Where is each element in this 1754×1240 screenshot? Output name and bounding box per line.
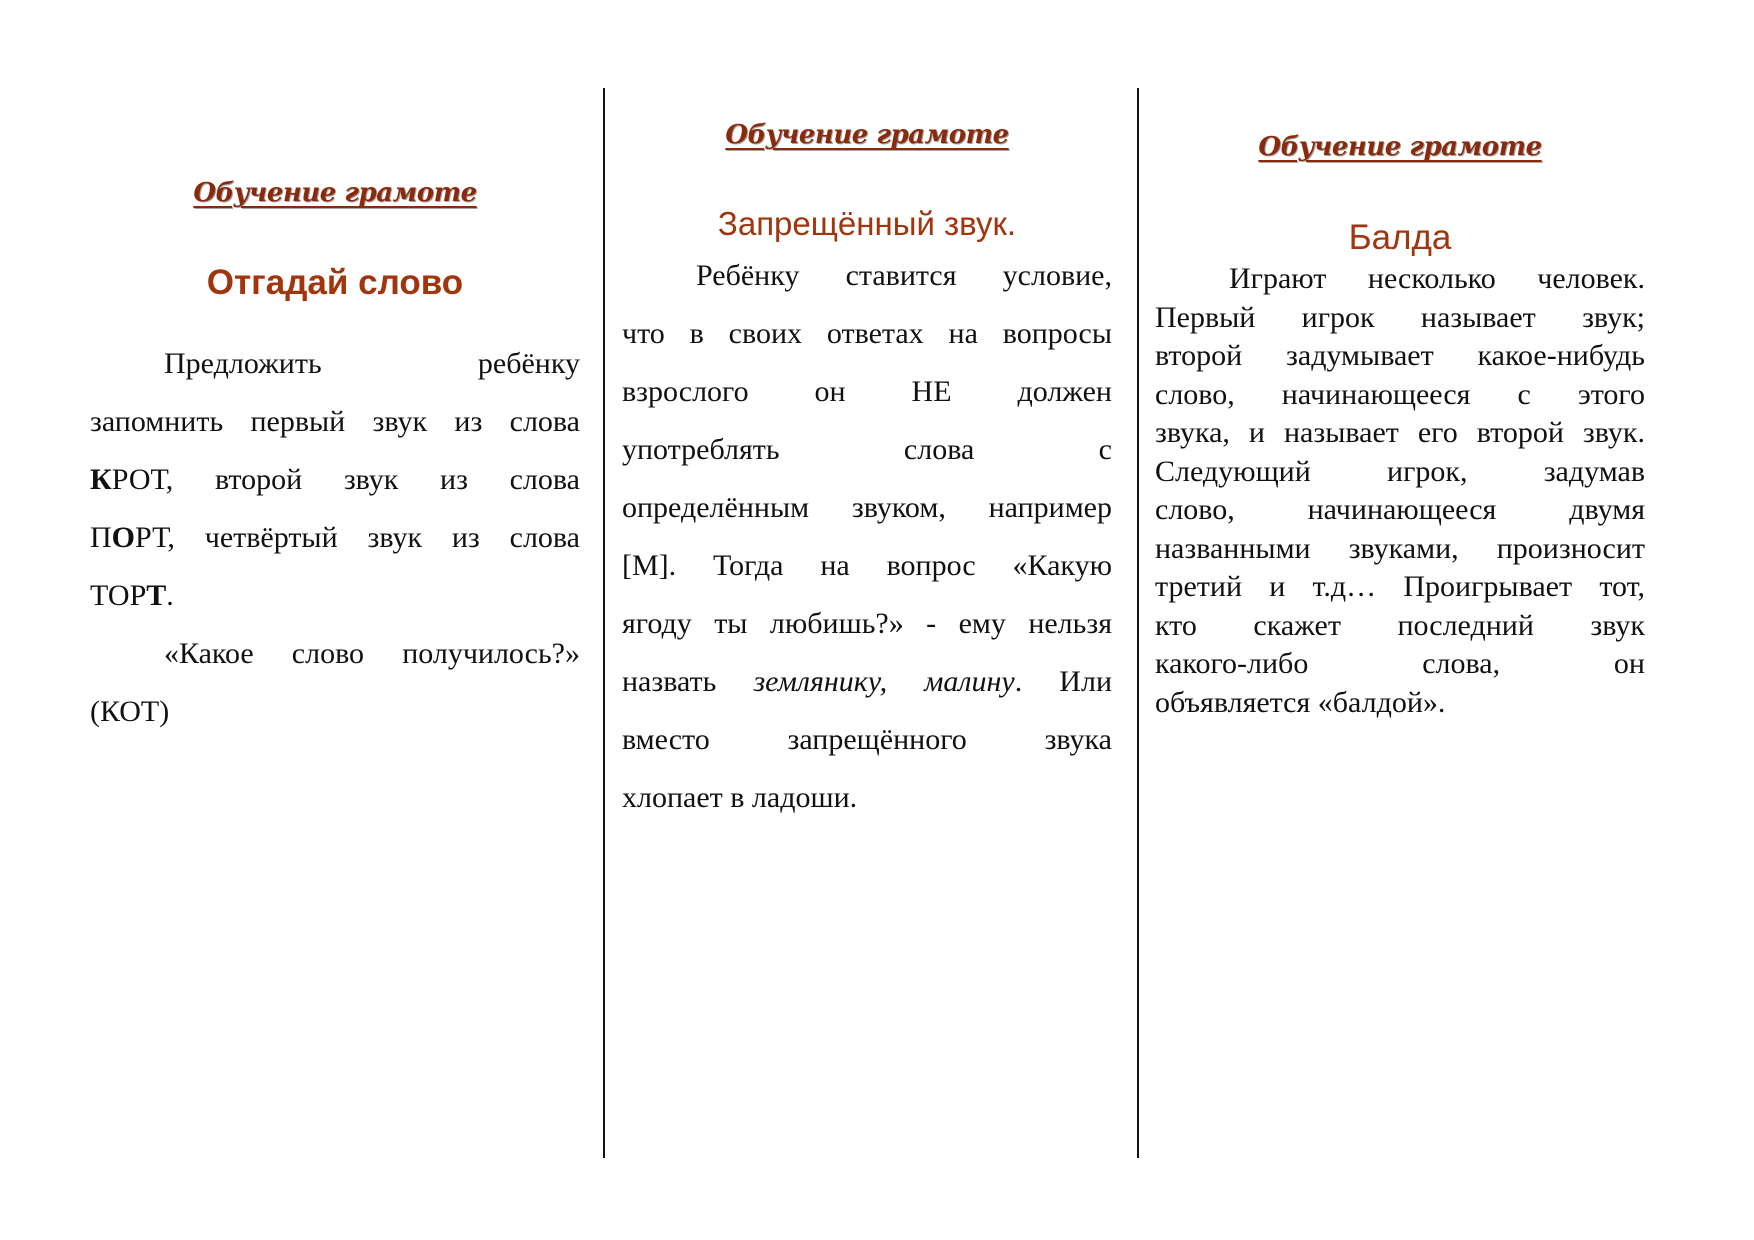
text-line: определённым звуком, например — [622, 491, 1112, 524]
text-line: Предложить ребёнку — [164, 347, 580, 380]
text-line: назвать землянику, малину. Или — [622, 665, 1112, 698]
game-description — [622, 247, 1112, 827]
text-line: «Какое слово получилось?» — [164, 637, 580, 670]
text-line: Ребёнку ставится условие, — [696, 259, 1112, 292]
text-line: (КОТ) — [90, 695, 170, 728]
text-line: второй задумывает какое-нибудь — [1155, 339, 1645, 372]
game-description — [90, 335, 580, 741]
text-line: третий и т.д… Проигрывает тот, — [1155, 570, 1645, 603]
text-line: звука, и называет его второй звук. — [1155, 416, 1645, 449]
section-header: Обучение грамоте — [1258, 132, 1542, 162]
game-description — [1155, 260, 1645, 722]
text-line: объявляется «балдой». — [1155, 685, 1446, 719]
section-header: Обучение грамоте — [193, 178, 477, 208]
text-line: слово, начинающееся двумя — [1155, 493, 1645, 526]
text-line: запомнить первый звук из слова — [90, 405, 580, 438]
text-line: Следующий игрок, задумав — [1155, 454, 1645, 488]
game-title: Балда — [1348, 218, 1452, 257]
text-line: какого-либо слова, он — [1155, 647, 1645, 680]
text-line: названными звуками, произносит — [1155, 531, 1645, 565]
text-line: ТОРТ. — [90, 579, 174, 612]
text-line: ягоду ты любишь?» - ему нельзя — [622, 607, 1112, 640]
text-line: слово, начинающееся с этого — [1155, 377, 1645, 411]
text-line: Первый игрок называет звук; — [1155, 300, 1645, 334]
text-line: ПОРТ, четвёртый звук из слова — [90, 521, 580, 554]
text-line: кто скажет последний звук — [1155, 608, 1645, 642]
text-line: КРОТ, второй звук из слова — [90, 463, 580, 496]
column-divider-left — [603, 88, 605, 1158]
text-line: вместо запрещённого звука — [622, 723, 1112, 756]
game-title: Запрещённый звук. — [717, 205, 1017, 242]
text-line: взрослого он НЕ должен — [622, 375, 1112, 408]
text-line: употреблять слова с — [622, 433, 1112, 466]
text-line: что в своих ответах на вопросы — [622, 317, 1112, 350]
section-header: Обучение грамоте — [725, 120, 1009, 150]
text-line: хлопает в ладоши. — [622, 781, 858, 814]
column-divider-right — [1137, 88, 1139, 1158]
text-line: Играют несколько человек. — [1229, 262, 1645, 295]
text-line: [М]. Тогда на вопрос «Какую — [622, 549, 1112, 582]
game-title: Отгадай слово — [206, 263, 464, 302]
